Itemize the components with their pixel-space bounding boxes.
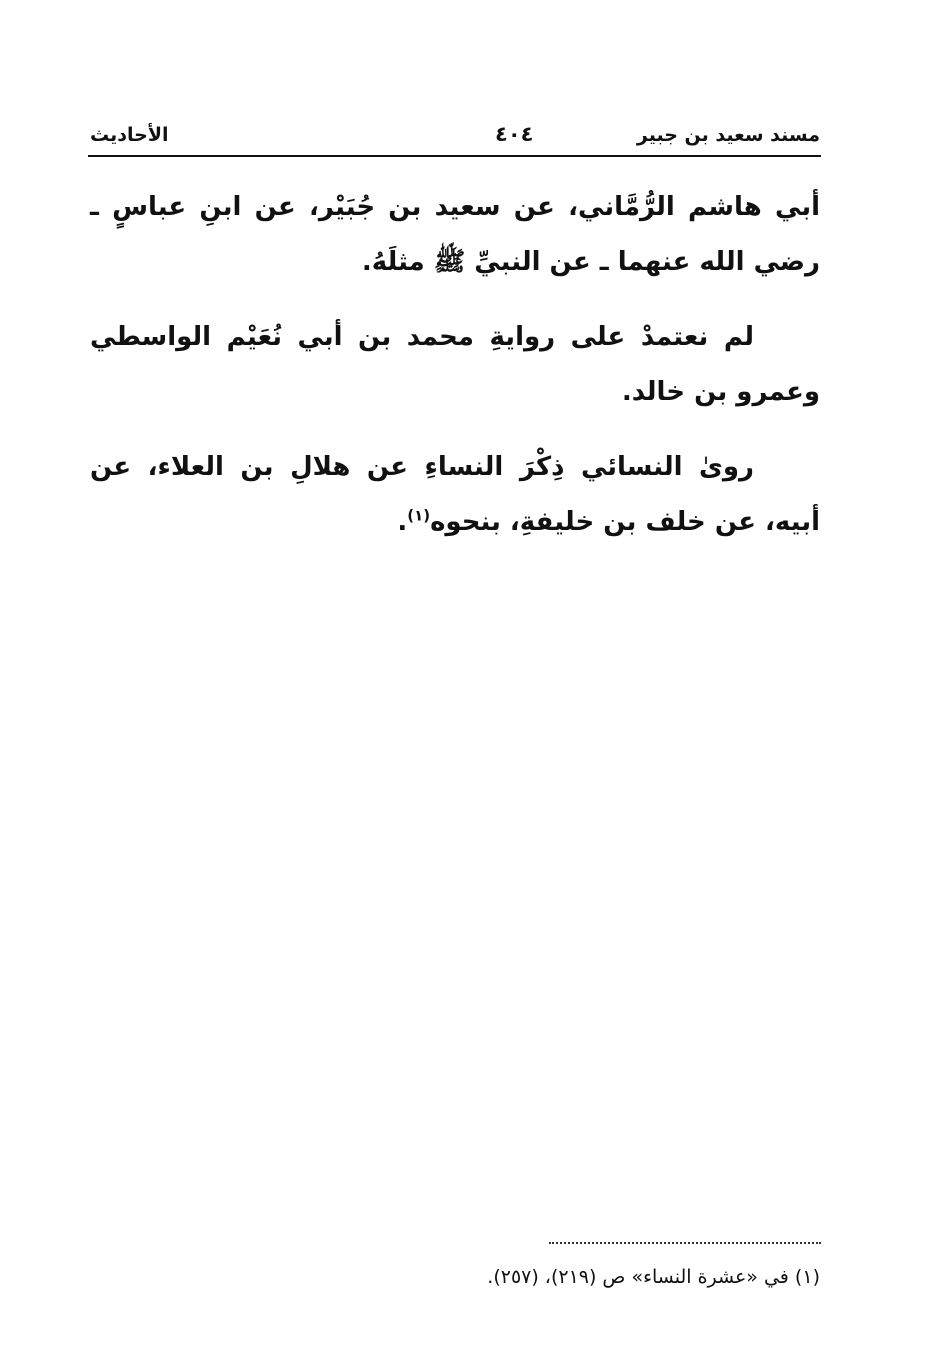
footnote: (١) في «عشرة النساء» ص (٢١٩)، (٢٥٧). <box>487 1266 820 1288</box>
paragraph-3-end: . <box>397 507 408 537</box>
section-title: الأحاديث <box>90 124 169 146</box>
paragraph-3-text: روىٰ النسائي ذِكْرَ النساءِ عن هلالِ بن العلاء، عن أبيه، عن خلف بن خليفةِ، بنحوه <box>90 452 820 537</box>
paragraph-2: لم نعتمدْ على روايةِ محمد بن أبي نُعَيْم الواسطي وعمرو بن خالد. <box>90 322 820 407</box>
page-number: ٤٠٤ <box>495 122 534 146</box>
paragraph-1: أبي هاشم الرُّمَّاني، عن سعيد بن جُبَيْر، عن ابنِ عباسٍ ـ رضي الله عنهما ـ عن النبيِّ ﷺ مثلَهُ. <box>90 192 820 277</box>
footnote-reference[interactable]: (١) <box>407 506 431 525</box>
book-title: مسند سعيد بن جبير <box>636 124 820 146</box>
running-header <box>90 118 820 154</box>
main-text <box>90 180 820 570</box>
footnote-divider <box>549 1242 821 1244</box>
header-divider <box>88 155 821 157</box>
paragraph-3 <box>90 440 820 550</box>
